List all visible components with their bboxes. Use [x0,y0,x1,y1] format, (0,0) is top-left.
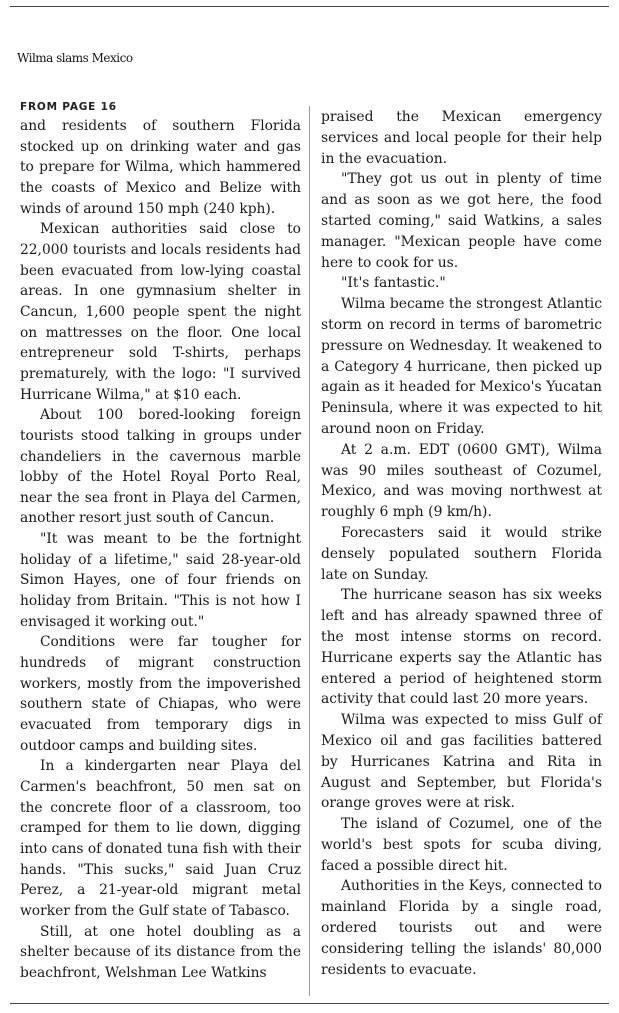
paragraph: Still, at one hotel doubling as a shelter because of its distance from the beachfront, Welshman Lee Watkins [20,923,301,981]
paragraph: "They got us out in plenty of time and as soon as we got here, the food started coming," said Watkins, a sales manager. "Mexican people have come here to cook for us. [321,171,602,271]
paragraph: Mexican authorities said close to 22,000 tourists and locals residents had been evacuated from low-lying coastal areas. In one gymnasium shelter in Cancun, 1,600 people spent the night on mattresses on the floor. One local entrepreneur sold T-shirts, perhaps prematurely, with the logo: "I survived Hurricane Wilma," at $10 each. [20,221,301,403]
paragraph: "It was meant to be the fortnight holiday of a lifetime," said 28-year-old Simon Hayes, one of four friends on holiday from Britain. "This is not how I envisaged it working out." [20,531,301,630]
paragraph: "It's fantastic." [341,275,446,292]
paragraph: Forecasters said it would strike densely populated southern Florida late on Sunday. [321,524,602,583]
right-column [321,107,602,980]
paragraph: The island of Cozumel, one of the world's best spots for scuba diving, faced a possible direct hit. [321,816,602,874]
paragraph: praised the Mexican emergency services and local people for their help in the evacuation. [321,109,602,167]
left-column [20,100,301,984]
kicker-from-page: FROM PAGE 16 [20,101,117,113]
paragraph: The hurricane season has six weeks left and has already spawned three of the most intense storms on record. Hurricane experts say the Atlantic has entered a period of heightened storm activity that could last 20 more years. [321,587,602,708]
paragraph: In a kindergarten near Playa del Carmen's beachfront, 50 men sat on the concrete floor of a classroom, too cramped for them to lie down, digging into cans of donated tuna fish with their hands. "This sucks," said Juan Cruz Perez, a 21-year-old migrant metal worker from the Gulf state of Tabasco. [20,758,301,919]
paragraph: At 2 a.m. EDT (0600 GMT), Wilma was 90 miles southeast of Cozumel, Mexico, and was moving northwest at roughly 6 mph (9 km/h). [321,441,602,521]
column-divider [309,106,310,996]
paragraph: Wilma became the strongest Atlantic storm on record in terms of barometric pressure on Wednesday. It weakened to a Category 4 hurricane, then picked up again as it headed for Mexico's Yucatan Peninsula, where it was expected to hit around noon on Friday. [321,296,602,437]
paragraph: and residents of southern Florida stocked up on drinking water and gas to prepare for Wilma, which hammered the coasts of Mexico and Belize with winds of around 150 mph (240 kph). [20,118,301,217]
paragraph: Authorities in the Keys, connected to mainland Florida by a single road, ordered tourists out and were considering telling the islands' 80,000 residents to evacuate. [321,878,602,978]
paragraph: Conditions were far tougher for hundreds of migrant construction workers, mostly from the impoverished southern state of Chiapas, who were evacuated from temporary digs in outdoor camps and building sites. [20,634,301,754]
paragraph: Wilma was expected to miss Gulf of Mexico oil and gas facilities battered by Hurricanes Katrina and Rita in August and September, but Florida's orange groves were at risk. [321,712,602,812]
headline: Wilma slams Mexico [17,51,133,65]
bottom-rule [10,1003,609,1004]
paragraph: About 100 bored-looking foreign tourists stood talking in groups under chandeliers in the cavernous marble lobby of the Hotel Royal Porto Real, near the sea front in Playa del Carmen, another resort just south of Cancun. [20,407,301,527]
top-rule [10,6,609,7]
